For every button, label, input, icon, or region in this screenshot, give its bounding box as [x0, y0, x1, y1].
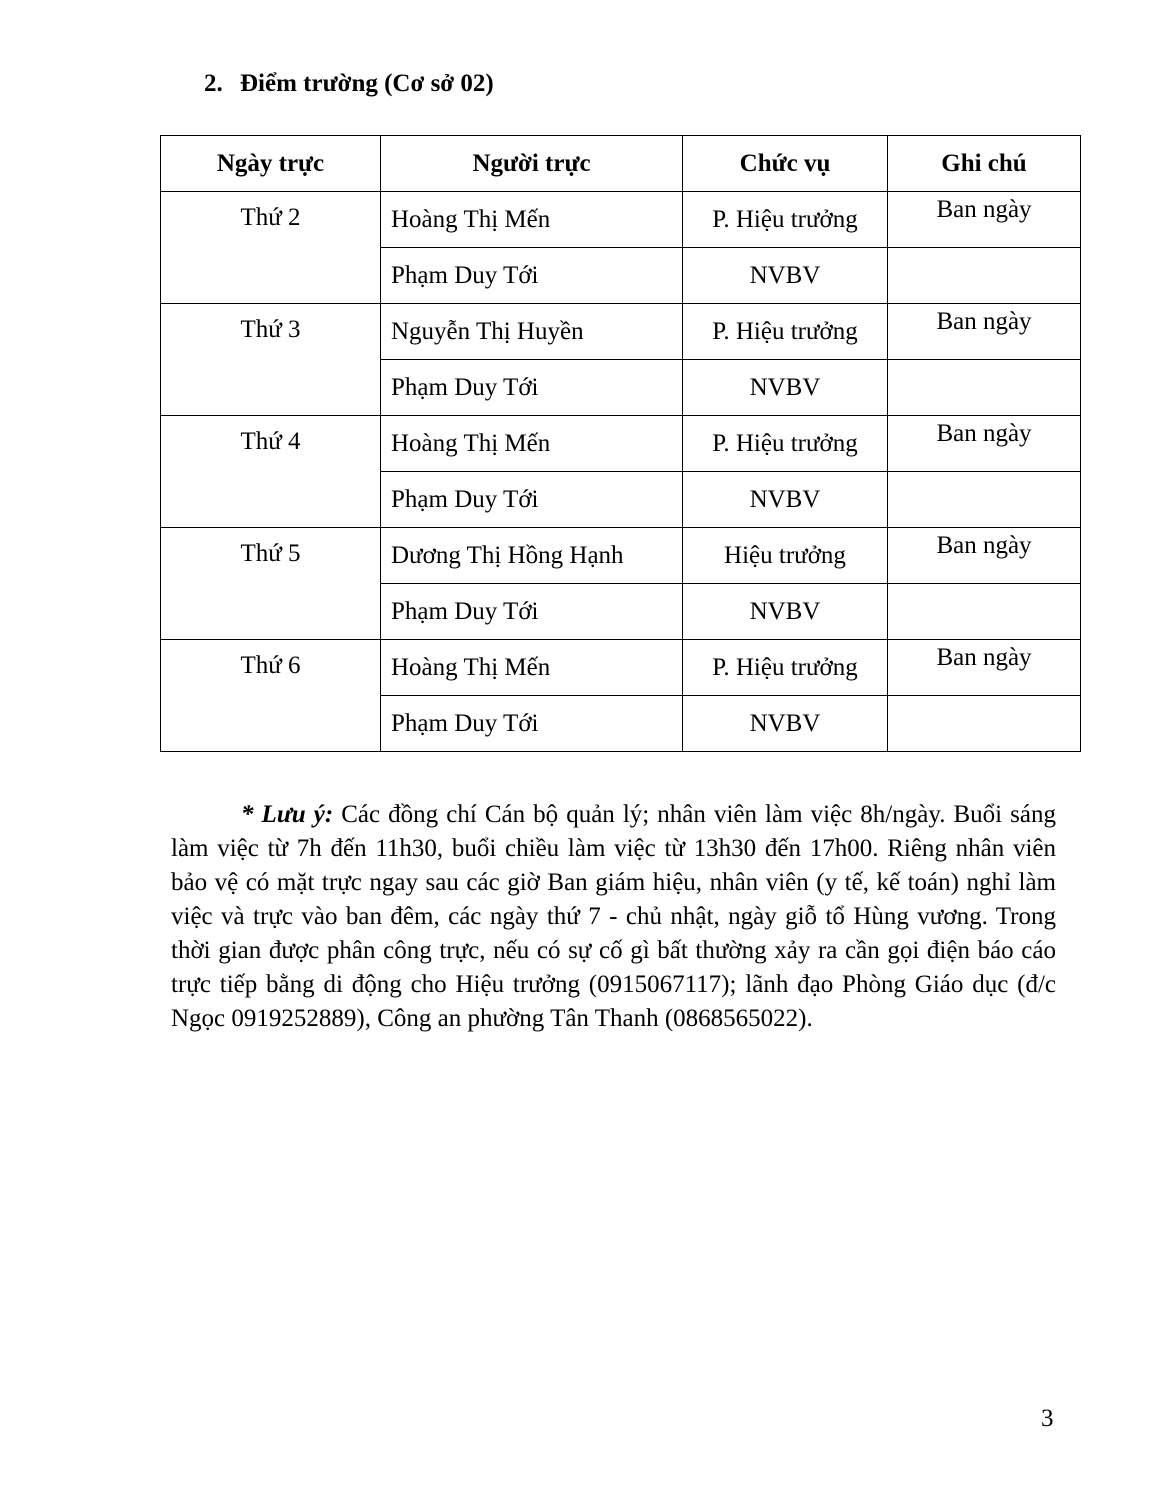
note-cell — [888, 248, 1081, 304]
table-row — [161, 528, 1081, 584]
person-cell: Hoàng Thị Mến — [381, 192, 683, 248]
person-cell: Phạm Duy Tới — [381, 696, 683, 752]
note-cell: Ban ngày — [888, 192, 1081, 248]
role-cell: P. Hiệu trưởng — [683, 640, 888, 696]
note-cell: Ban ngày — [888, 640, 1081, 696]
note-paragraph — [171, 798, 1056, 1036]
table-header-row — [161, 136, 1081, 192]
note-cell: Ban ngày — [888, 304, 1081, 360]
person-cell: Phạm Duy Tới — [381, 584, 683, 640]
duty-schedule-table — [160, 135, 1081, 752]
section-number: 2. — [204, 70, 223, 97]
role-cell: P. Hiệu trưởng — [683, 192, 888, 248]
person-cell: Phạm Duy Tới — [381, 360, 683, 416]
day-cell: Thứ 2 — [161, 192, 381, 304]
header-day: Ngày trực — [161, 136, 381, 192]
person-cell: Dương Thị Hồng Hạnh — [381, 528, 683, 584]
person-cell: Phạm Duy Tới — [381, 248, 683, 304]
day-cell: Thứ 6 — [161, 640, 381, 752]
note-cell — [888, 360, 1081, 416]
role-cell: Hiệu trưởng — [683, 528, 888, 584]
section-heading — [204, 66, 494, 102]
day-cell: Thứ 4 — [161, 416, 381, 528]
table-row — [161, 416, 1081, 472]
page-number: 3 — [1041, 1405, 1054, 1432]
note-cell — [888, 696, 1081, 752]
note-text: Các đồng chí Cán bộ quản lý; nhân viên làm việc 8h/ngày. Buổi sáng làm việc từ 7h đến 11h30, buổi chiều làm việc từ 13h30 đến 17h00. Riêng nhân viên bảo vệ có mặt trực ngay sau các giờ Ban giám hiệu, nhân viên (y tế, kế toán) nghỉ làm việc và trực vào ban đêm, các ngày thứ 7 - chủ nhật, ngày giỗ tổ Hùng vương. Trong thời gian được phân công trực, nếu có sự cố gì bất thường xảy ra cần gọi điện báo cáo trực tiếp bằng di động cho Hiệu trưởng (0915067117); lãnh đạo Phòng Giáo dục (đ/c Ngọc 0919252889), Công an phường Tân Thanh (0868565022). — [171, 801, 1057, 1032]
note-label: * Lưu ý: — [241, 801, 334, 828]
section-title: Điểm trường (Cơ sở 02) — [240, 70, 494, 97]
note-cell: Ban ngày — [888, 528, 1081, 584]
role-cell: NVBV — [683, 248, 888, 304]
note-cell — [888, 584, 1081, 640]
role-cell: NVBV — [683, 584, 888, 640]
header-role: Chức vụ — [683, 136, 888, 192]
person-cell: Nguyễn Thị Huyền — [381, 304, 683, 360]
table-row — [161, 304, 1081, 360]
header-note: Ghi chú — [888, 136, 1081, 192]
note-cell — [888, 472, 1081, 528]
note-cell: Ban ngày — [888, 416, 1081, 472]
person-cell: Hoàng Thị Mến — [381, 416, 683, 472]
role-cell: NVBV — [683, 696, 888, 752]
role-cell: NVBV — [683, 472, 888, 528]
role-cell: P. Hiệu trưởng — [683, 304, 888, 360]
day-cell: Thứ 5 — [161, 528, 381, 640]
person-cell: Phạm Duy Tới — [381, 472, 683, 528]
header-person: Người trực — [381, 136, 683, 192]
role-cell: NVBV — [683, 360, 888, 416]
role-cell: P. Hiệu trưởng — [683, 416, 888, 472]
table-row — [161, 640, 1081, 696]
person-cell: Hoàng Thị Mến — [381, 640, 683, 696]
day-cell: Thứ 3 — [161, 304, 381, 416]
table-row — [161, 192, 1081, 248]
